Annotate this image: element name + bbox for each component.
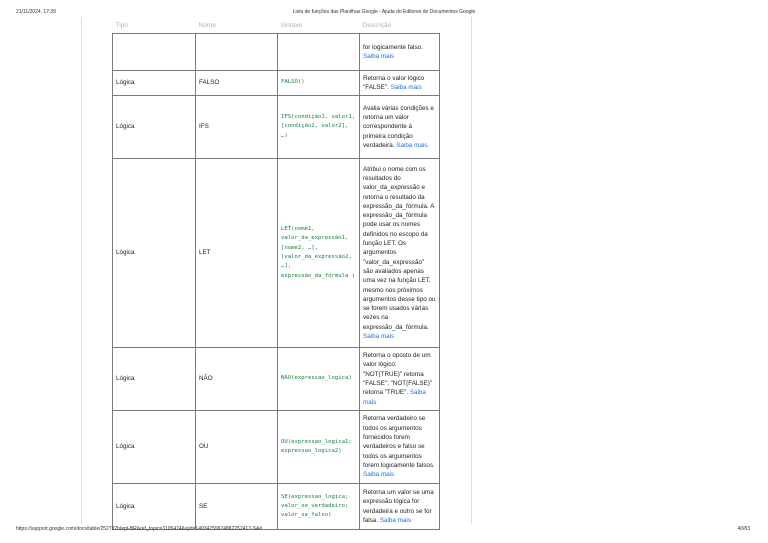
learn-more-link[interactable]: Saiba mais.	[396, 141, 430, 149]
cell-sintaxe: SE(expressao_logica; valor_se_verdadeiro; valor_se_falso)	[278, 484, 360, 530]
cell-nome: LET	[196, 159, 278, 348]
table-header-row	[113, 17, 440, 34]
learn-more-link[interactable]: Saiba mais	[363, 333, 395, 341]
cell-tipo: Lógica	[113, 96, 196, 159]
header-nome: Nome	[198, 21, 216, 29]
table-row	[113, 71, 440, 96]
description-text: Retorna um valor se uma expressão lógica for verdadeira e outro se for falsa.	[363, 488, 434, 524]
learn-more-link[interactable]: Saiba mais	[363, 471, 395, 479]
table-row	[113, 411, 440, 484]
description-text: Retorna verdadeiro se todos os argumentos fornecidos forem verdadeiros e falso se todos os argumentos forem logicamente falsos.	[363, 415, 435, 469]
cell-descricao	[360, 34, 440, 71]
description-text: Retorna o oposto de um valor lógico: "NOT(TRUE)" retorna "FALSE"; "NOT(FALSE)" retorna "TRUE".	[363, 352, 433, 397]
print-page-title: Lista de funções das Planilhas Google - Ajuda do Editores de Documentos Google	[292, 9, 476, 15]
cell-tipo: Lógica	[113, 411, 196, 484]
left-content-border	[81, 17, 82, 524]
cell-sintaxe: OU(expressao_logica1; expressao_logica2)	[278, 411, 360, 484]
table-row	[113, 96, 440, 159]
cell-sintaxe	[278, 34, 360, 71]
description-text: Atribui o nome com os resultados do valor_da_expressão e retorna o resultado da expressão_da_fórmula. A expressão_da_fórmula pode usar os nomes definidos no escopo da função LET. Os argumentos "valor_da_expressão" são avaliados apenas uma vez na função LET, mesmo nos próximos argumentos desse tipo ou se forem usados várias vezes na expressão_da_fórmula.	[363, 165, 436, 331]
cell-tipo	[113, 34, 196, 71]
cell-sintaxe: FALSO()	[278, 71, 360, 96]
cell-tipo: Lógica	[113, 348, 196, 411]
cell-descricao	[360, 96, 440, 159]
cell-descricao	[360, 411, 440, 484]
table-row	[113, 348, 440, 411]
cell-tipo: Lógica	[113, 484, 196, 530]
cell-tipo: Lógica	[113, 71, 196, 96]
right-content-border	[471, 17, 472, 524]
cell-nome: OU	[196, 411, 278, 484]
header-descricao: Descrição	[362, 21, 392, 29]
print-page-number: 40/83	[737, 526, 750, 532]
table-row	[113, 484, 440, 530]
print-url: https://support.google.com/docs/table/25273?hl=pt-BR&ref_topic=3105474&sjid=14934759974882252417-SA#	[16, 526, 263, 532]
cell-nome	[196, 34, 278, 71]
cell-sintaxe: NÃO(expressao_logica)	[278, 348, 360, 411]
learn-more-link[interactable]: Saiba mais	[363, 389, 426, 406]
description-text: Retorna o valor lógico "FALSE".	[363, 74, 425, 91]
cell-sintaxe: LET(nome1, valor_da_expressão1, [nome2, …], [valor_da_expressão2, …], expressão_da_fórmula )	[278, 159, 360, 348]
cell-tipo: Lógica	[113, 159, 196, 348]
cell-descricao	[360, 348, 440, 411]
cell-descricao	[360, 484, 440, 530]
cell-descricao	[360, 159, 440, 348]
cell-sintaxe: IFS(condição1, valor1, [condição2, valor2], …)	[278, 96, 360, 159]
cell-nome: NÃO	[196, 348, 278, 411]
header-sintaxe: Sintaxe	[280, 21, 303, 29]
description-text: Avalia várias condições e retorna um valor correspondente à primeira condição verdadeira.	[363, 104, 434, 149]
table-row	[113, 159, 440, 348]
learn-more-link[interactable]: Saiba mais	[363, 53, 395, 60]
description-text: for logicamente falso.	[363, 43, 423, 51]
functions-table	[112, 17, 440, 530]
learn-more-link[interactable]: Saiba mais	[390, 84, 422, 91]
cell-descricao	[360, 71, 440, 96]
table-row	[113, 34, 440, 71]
learn-more-link[interactable]: Saiba mais	[379, 516, 411, 524]
cell-nome: IFS	[196, 96, 278, 159]
header-tipo: Tipo	[115, 21, 128, 29]
cell-nome: SE	[196, 484, 278, 530]
cell-nome: FALSO	[196, 71, 278, 96]
print-datetime: 21/11/2024, 17:39	[16, 9, 56, 15]
